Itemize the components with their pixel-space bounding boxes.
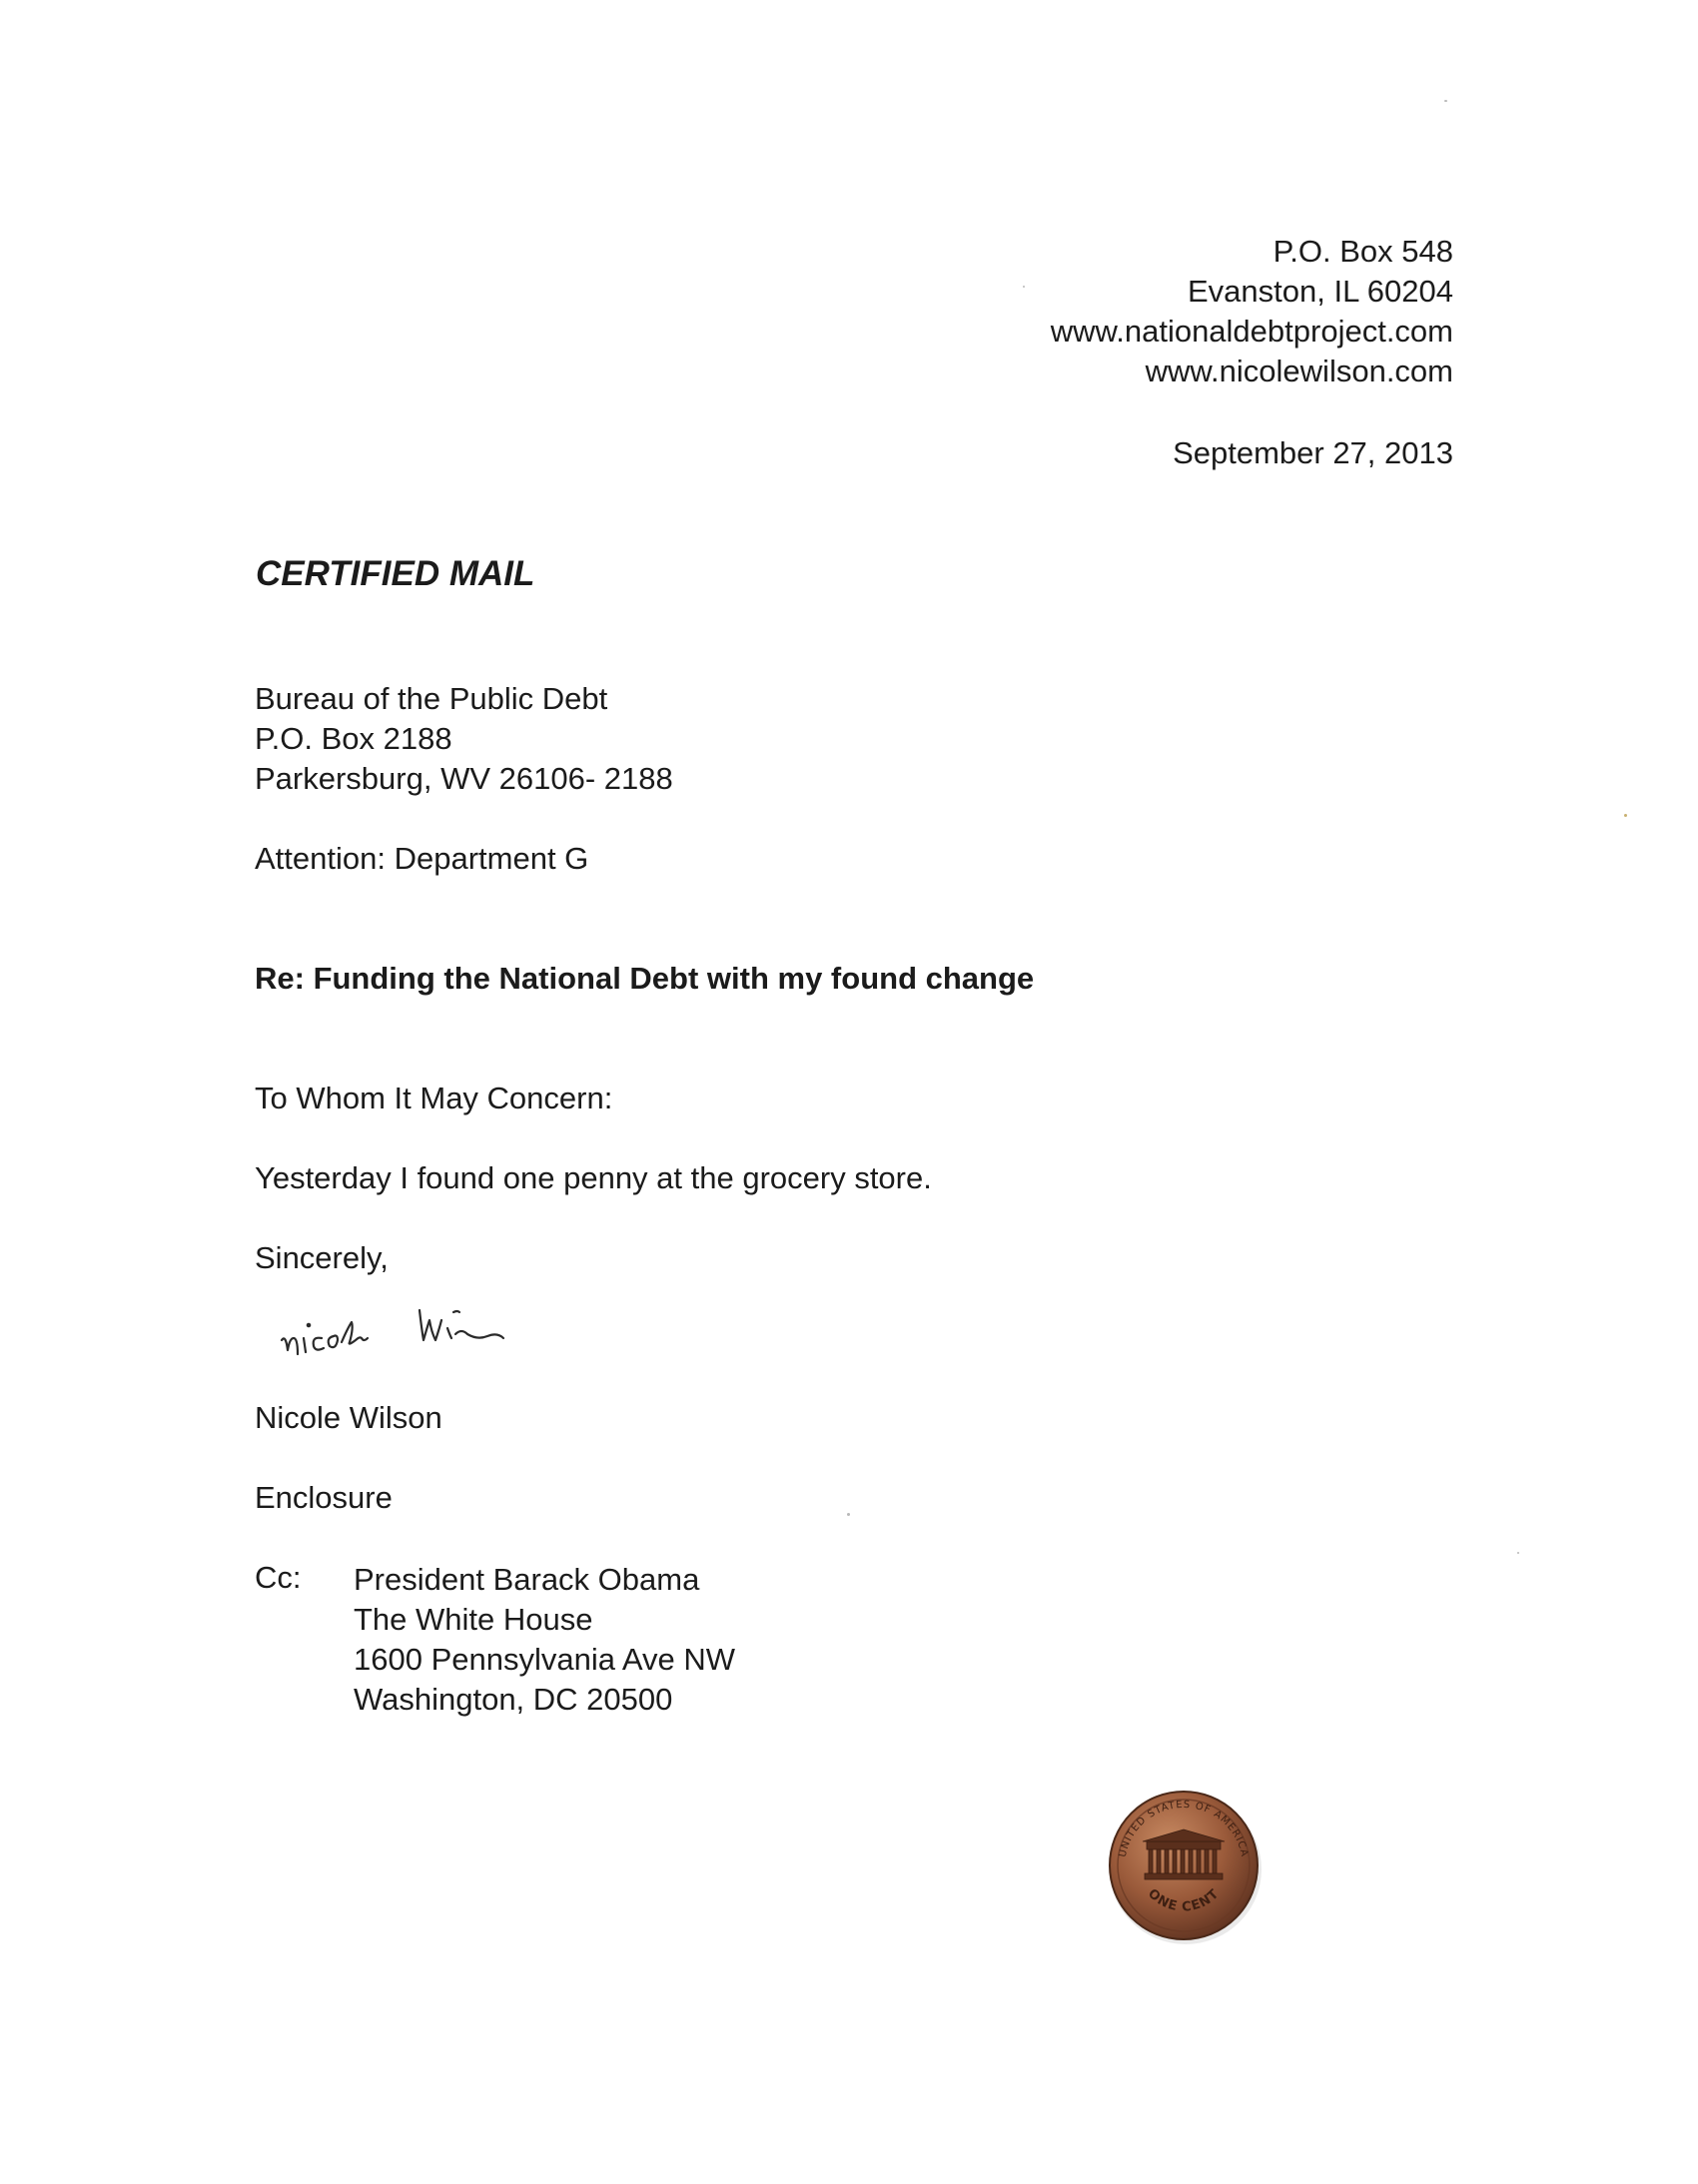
paper-speck <box>1624 814 1627 817</box>
recipient-name: Bureau of the Public Debt <box>255 681 608 716</box>
sender-website-1: www.nationaldebtproject.com <box>1050 314 1453 349</box>
subject-line: Re: Funding the National Debt with my found change <box>255 961 1035 996</box>
cc-line: 1600 Pennsylvania Ave NW <box>354 1642 735 1677</box>
paper-speck <box>1444 100 1447 102</box>
cc-line: Washington, DC 20500 <box>354 1682 673 1717</box>
delivery-method: CERTIFIED MAIL <box>256 554 535 593</box>
handwritten-signature <box>278 1288 637 1388</box>
cc-label: Cc: <box>255 1560 302 1595</box>
cc-line: President Barack Obama <box>354 1562 700 1597</box>
paper-speck <box>847 1513 850 1516</box>
sender-city-line: Evanston, IL 60204 <box>1188 274 1453 309</box>
sender-po-box: P.O. Box 548 <box>1273 234 1453 269</box>
letter-date: September 27, 2013 <box>1173 435 1453 470</box>
penny-top-text: UNITED STATES OF AMERICA <box>1117 1799 1251 1858</box>
letter-body: Yesterday I found one penny at the grocery store. <box>255 1160 932 1195</box>
cc-line: The White House <box>354 1602 593 1637</box>
recipient-city-line: Parkersburg, WV 26106- 2188 <box>255 761 673 796</box>
salutation: To Whom It May Concern: <box>255 1081 613 1115</box>
penny-coin-image <box>1103 1786 1265 1947</box>
paper-speck <box>1517 1552 1519 1554</box>
sender-website-2: www.nicolewilson.com <box>1145 354 1453 388</box>
recipient-po-box: P.O. Box 2188 <box>255 721 452 756</box>
sender-address-block <box>1051 232 1453 391</box>
recipient-address-block <box>255 679 673 799</box>
enclosure-note: Enclosure <box>255 1480 393 1515</box>
closing: Sincerely, <box>255 1240 389 1275</box>
penny-bottom-text: ONE CENT <box>1145 1885 1223 1915</box>
attention-line: Attention: Department G <box>255 841 589 876</box>
signer-name: Nicole Wilson <box>255 1400 442 1435</box>
cc-address-block <box>354 1560 735 1720</box>
paper-speck <box>1023 286 1025 288</box>
